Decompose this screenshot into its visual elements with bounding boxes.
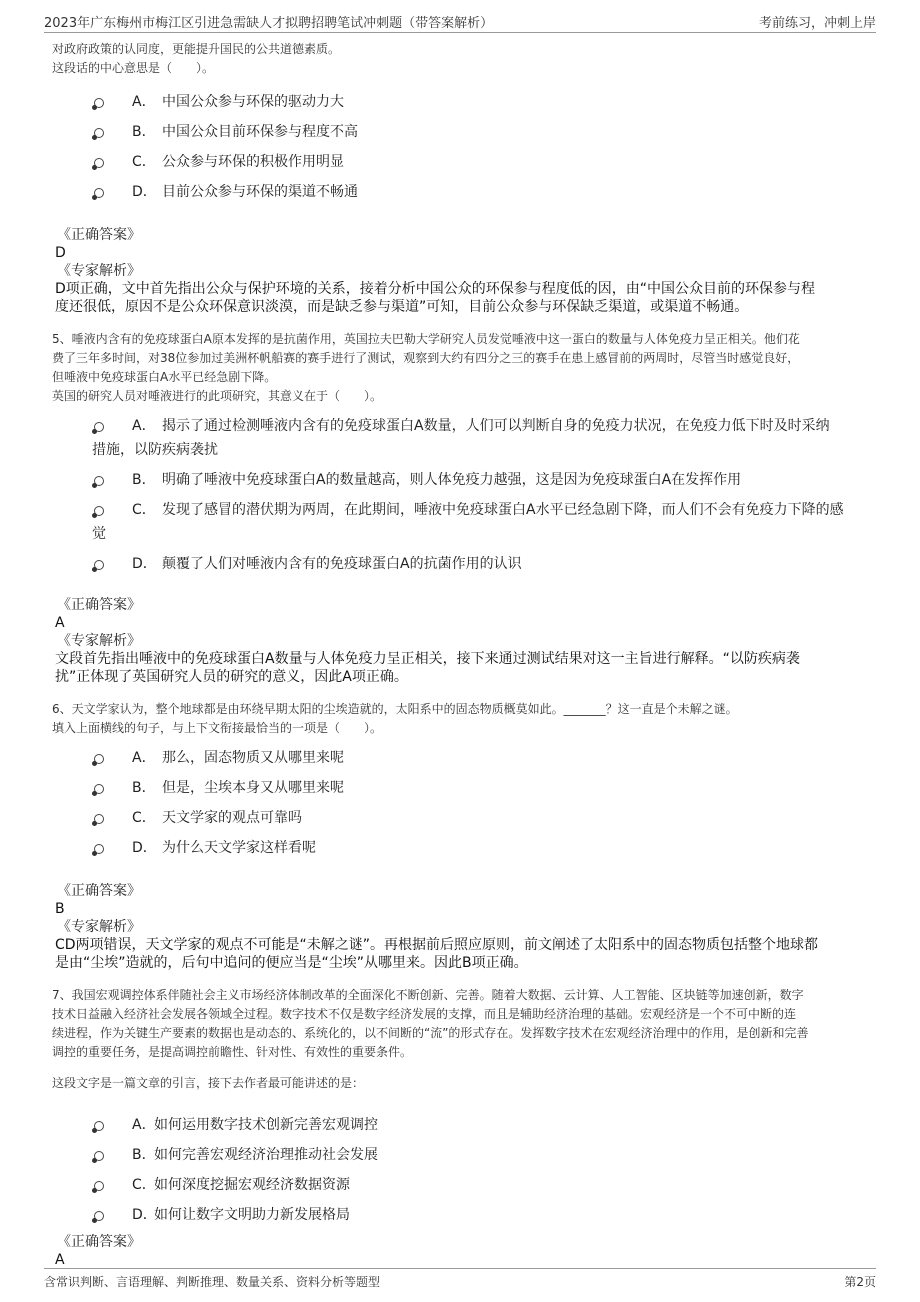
radio-icon[interactable] bbox=[94, 158, 104, 168]
question-text-line: 对政府政策的认同度，更能提升国民的公共道德素质。 bbox=[52, 42, 341, 56]
question-prompt: 英国的研究人员对唾液进行的此项研究，其意义在于（ ）。 bbox=[52, 389, 383, 403]
radio-icon[interactable] bbox=[94, 188, 104, 198]
radio-icon[interactable] bbox=[94, 476, 104, 486]
analysis-text: CD两项错误，天文学家的观点不可能是“未解之谜”。再根据前后照应原则，前文阐述了太阳系中的固态物质包括整个地球都 bbox=[55, 937, 819, 953]
analysis-label: 《专家解析》 bbox=[57, 633, 141, 649]
answer-value: A bbox=[55, 1252, 65, 1268]
analysis-text: 度还很低，原因不是公众环保意识淡漠，而是缺乏参与渠道”可知，目前公众参与环保缺乏渠道，或渠道不畅通。 bbox=[55, 299, 749, 315]
footer-description: 含常识判断、言语理解、判断推理、数量关系、资料分析等题型 bbox=[44, 1275, 381, 1289]
header-slogan: 考前练习，冲刺上岸 bbox=[758, 16, 876, 31]
radio-icon[interactable] bbox=[94, 98, 104, 108]
radio-icon[interactable] bbox=[94, 814, 104, 824]
option-a[interactable]: A． 揭示了通过检测唾液内含有的免疫球蛋白A数量，人们可以判断自身的免疫力状况，在免疫力低下时及时采纳 措施，以防疾病袭扰 bbox=[92, 418, 830, 458]
analysis-text: D项正确，文中首先指出公众与保护环境的关系，接着分析中国公众的环保参与程度低的因，由“中国公众目前的环保参与程 bbox=[55, 281, 816, 297]
option-a[interactable]: A． 中国公众参与环保的驱动力大 bbox=[92, 90, 872, 114]
question-prompt: 这段话的中心意思是（ ）。 bbox=[52, 61, 215, 75]
analysis-text: 文段首先指出唾液中的免疫球蛋白A数量与人体免疫力呈正相关，接下来通过测试结果对这一主旨进行解释。“以防疾病袭 bbox=[55, 651, 800, 667]
answer-label: 《正确答案》 bbox=[57, 1234, 141, 1250]
question-text-line: 5、唾液内含有的免疫球蛋白A原本发挥的是抗菌作用，英国拉夫巴勒大学研究人员发觉唾液中这一蛋白的数量与人体免疫力呈正相关。他们花 bbox=[52, 332, 800, 346]
radio-icon[interactable] bbox=[94, 1211, 104, 1221]
question-text-line: 技术日益融入经济社会发展各领域全过程。数字技术不仅是数字经济发展的支撑，而且是辅助经济治理的基础。宏观经济是一个不可中断的连 bbox=[52, 1007, 797, 1021]
analysis-label: 《专家解析》 bbox=[57, 263, 141, 279]
option-b[interactable]: B． 中国公众目前环保参与程度不高 bbox=[92, 120, 872, 144]
radio-icon[interactable] bbox=[94, 784, 104, 794]
question-5 bbox=[52, 330, 872, 686]
answer-label: 《正确答案》 bbox=[57, 227, 141, 243]
answer-value: A bbox=[55, 615, 65, 631]
radio-icon[interactable] bbox=[94, 422, 104, 432]
question-text-line: 6、天文学家认为，整个地球都是由环绕早期太阳的尘埃造就的，太阳系中的固态物质概莫如此。_______？这一直是个未解之谜。 bbox=[52, 702, 738, 716]
analysis-text: 扰”正体现了英国研究人员的研究的意义，因此A项正确。 bbox=[55, 669, 408, 685]
page-header bbox=[44, 8, 876, 33]
option-c[interactable]: C． 天文学家的观点可靠吗 bbox=[92, 806, 872, 830]
question-6 bbox=[52, 700, 872, 972]
question-prompt: 这段文字是一篇文章的引言，接下去作者最可能讲述的是： bbox=[52, 1076, 365, 1090]
question-prompt: 填入上面横线的句子，与上下文衔接最恰当的一项是（ ）。 bbox=[52, 721, 383, 735]
radio-icon[interactable] bbox=[94, 506, 104, 516]
option-d[interactable]: D． 目前公众参与环保的渠道不畅通 bbox=[92, 180, 872, 204]
option-b[interactable]: B． 但是，尘埃本身又从哪里来呢 bbox=[92, 776, 872, 800]
answer-label: 《正确答案》 bbox=[57, 597, 141, 613]
answer-value: B bbox=[55, 901, 65, 917]
option-b[interactable]: B． 明确了唾液中免疫球蛋白A的数量越高，则人体免疫力越强，这是因为免疫球蛋白A在发挥作用 bbox=[92, 468, 872, 492]
option-c[interactable]: C． 公众参与环保的积极作用明显 bbox=[92, 150, 872, 174]
question-text-line: 调控的重要任务，是提高调控前瞻性、针对性、有效性的重要条件。 bbox=[52, 1045, 413, 1059]
radio-icon[interactable] bbox=[94, 754, 104, 764]
answer-value: D bbox=[55, 245, 66, 261]
radio-icon[interactable] bbox=[94, 560, 104, 570]
question-text-line: 费了三年多时间，对38位参加过美洲杯帆船赛的赛手进行了测试，观察到大约有四分之三的赛手在患上感冒前的两周时，尽管当时感觉良好， bbox=[52, 351, 800, 365]
page-content bbox=[52, 40, 872, 1269]
analysis-text: 是由“尘埃”造就的，后句中追问的便应当是“尘埃”从哪里来。因此B项正确。 bbox=[55, 955, 528, 971]
question-4 bbox=[52, 40, 872, 316]
option-a[interactable]: A． 那么，固态物质又从哪里来呢 bbox=[92, 746, 872, 770]
option-c[interactable]: C． 发现了感冒的潜伏期为两周，在此期间，唾液中免疫球蛋白A水平已经急剧下降，而人们不会有免疫力下降的感 觉 bbox=[92, 502, 844, 542]
document-title: 2023年广东梅州市梅江区引进急需缺人才拟聘招聘笔试冲刺题（带答案解析） bbox=[44, 16, 494, 31]
option-c[interactable]: C．如何深度挖掘宏观经济数据资源 bbox=[92, 1173, 872, 1197]
radio-icon[interactable] bbox=[94, 128, 104, 138]
analysis-label: 《专家解析》 bbox=[57, 919, 141, 935]
answer-label: 《正确答案》 bbox=[57, 883, 141, 899]
question-text-line: 但唾液中免疫球蛋白A水平已经急剧下降。 bbox=[52, 370, 277, 384]
option-a[interactable]: A．如何运用数字技术创新完善宏观调控 bbox=[92, 1113, 872, 1137]
radio-icon[interactable] bbox=[94, 1151, 104, 1161]
page-number: 第2页 bbox=[844, 1275, 876, 1289]
option-b[interactable]: B．如何完善宏观经济治理推动社会发展 bbox=[92, 1143, 872, 1167]
radio-icon[interactable] bbox=[94, 1181, 104, 1191]
radio-icon[interactable] bbox=[94, 844, 104, 854]
question-7 bbox=[52, 986, 872, 1269]
page-footer bbox=[44, 1268, 876, 1293]
radio-icon[interactable] bbox=[94, 1121, 104, 1131]
option-d[interactable]: D． 为什么天文学家这样看呢 bbox=[92, 836, 872, 860]
option-d[interactable]: D．如何让数字文明助力新发展格局 bbox=[92, 1203, 872, 1227]
question-text-line: 续进程，作为关键生产要素的数据也是动态的、系统化的，以不间断的“流”的形式存在。发挥数字技术在宏观经济治理中的作用，是创新和完善 bbox=[52, 1026, 809, 1040]
question-text-line: 7、我国宏观调控体系伴随社会主义市场经济体制改革的全面深化不断创新、完善。随着大数据、云计算、人工智能、区块链等加速创新，数字 bbox=[52, 988, 804, 1002]
option-d[interactable]: D． 颠覆了人们对唾液内含有的免疫球蛋白A的抗菌作用的认识 bbox=[92, 552, 872, 576]
